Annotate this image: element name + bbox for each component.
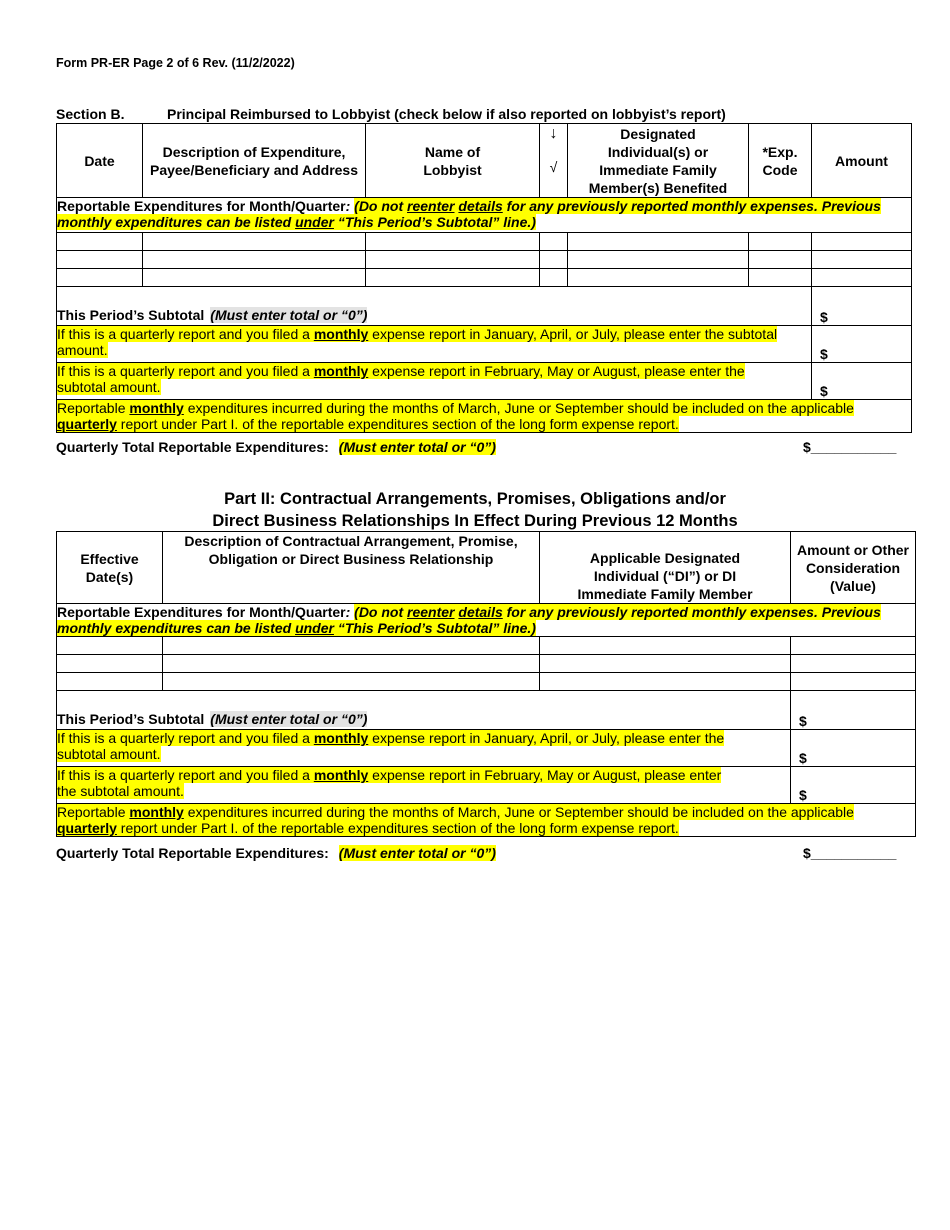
part-ii-total-field[interactable]: $___________	[803, 845, 897, 861]
col-exp-code: *Exp. Code	[749, 124, 812, 198]
section-b-quarterly-total: Quarterly Total Reportable Expenditures: (Must enter total or “0”)	[56, 439, 496, 455]
part-ii-subtotal-amount-field[interactable]: $	[791, 691, 916, 730]
part-ii-table	[56, 531, 916, 837]
section-b-total-field[interactable]: $___________	[803, 439, 897, 455]
part-ii-reportable-note-row: Reportable Expenditures for Month/Quarter: (Do not reenter details for any previously reported monthly expenses. Previous monthly expenditures can be listed under “This Period’s Subtotal” line.)	[57, 604, 916, 637]
part-ii-feb-amount-field[interactable]: $	[791, 767, 916, 804]
col-check	[540, 124, 568, 198]
part-ii-title: Part II: Contractual Arrangements, Promises, Obligations and/or Direct Business Relationships In Effect During Previous 12 Months	[212, 490, 738, 530]
col-amount: Amount	[812, 124, 912, 198]
jan-instruction: If this is a quarterly report and you filed a monthly expense report in January, April, or July, please enter the subtotal amount.	[57, 326, 778, 358]
table-row[interactable]	[57, 655, 916, 673]
table-row[interactable]	[57, 637, 916, 655]
table-row[interactable]	[57, 269, 912, 287]
subtotal-note: (Must enter total or “0”)	[210, 307, 368, 323]
part-ii-reportable-instruction: (Do not reenter details for any previously reported monthly expenses. Previous monthly expenditures can be listed under “This Period’s Subtotal” line.)	[57, 604, 881, 636]
part-ii-header-row	[57, 532, 916, 604]
col-applicable-di: Applicable Designated Individual (“DI”) or DI Immediate Family Member	[540, 532, 791, 604]
part-ii-mar-note-row: Reportable monthly expenditures incurred during the months of March, June or September should be included on the applicable quarterly report under Part I. of the reportable expenditures section of the long form expense report.	[57, 804, 916, 837]
table-row[interactable]	[57, 233, 912, 251]
jan-amount-field[interactable]: $	[812, 326, 912, 363]
col-date: Date	[57, 124, 143, 198]
part-ii-jan-amount-field[interactable]: $	[791, 730, 916, 767]
jan-subtotal-row	[57, 326, 912, 363]
section-b-header-row	[57, 124, 912, 198]
subtotal-row	[57, 287, 912, 326]
table-row[interactable]	[57, 673, 916, 691]
section-b-table	[56, 123, 912, 433]
subtotal-label: This Period’s Subtotal	[57, 307, 205, 323]
reportable-instruction: (Do not reenter details for any previously reported monthly expenses. Previous monthly expenditures can be listed under “This Period’s Subtotal” line.)	[57, 198, 881, 230]
part-ii-subtotal-row: This Period’s Subtotal (Must enter total or “0”) $	[57, 691, 916, 730]
mar-note-row	[57, 400, 912, 433]
table-row[interactable]	[57, 251, 912, 269]
feb-instruction: If this is a quarterly report and you filed a monthly expense report in February, May or August, please enter the subtotal amount.	[57, 363, 745, 395]
section-b-heading: Principal Reimbursed to Lobbyist (check below if also reported on lobbyist’s report)	[167, 106, 726, 122]
col-designated: Designated Individual(s) or Immediate Family Member(s) Benefited	[568, 124, 749, 198]
checkmark-icon: √	[549, 159, 558, 175]
col-effective-dates: Effective Date(s)	[57, 532, 163, 604]
feb-amount-field[interactable]: $	[812, 363, 912, 400]
col-arrangement-description: Description of Contractual Arrangement, Promise, Obligation or Direct Business Relationship	[163, 532, 540, 604]
part-ii-quarterly-total: Quarterly Total Reportable Expenditures: (Must enter total or “0”)	[56, 845, 496, 861]
part-ii-jan-subtotal-row: If this is a quarterly report and you filed a monthly expense report in January, April, or July, please enter the subtotal amount. $	[57, 730, 916, 767]
col-consideration: Amount or Other Consideration (Value)	[791, 532, 916, 604]
section-b-title	[56, 106, 726, 122]
arrow-down-icon: ↓	[549, 125, 558, 142]
reportable-label: Reportable Expenditures for Month/Quarter	[57, 198, 346, 214]
subtotal-amount-field[interactable]: $	[812, 287, 912, 326]
reportable-note-row: Reportable Expenditures for Month/Quarter: (Do not reenter details for any previously reported monthly expenses. Previous monthly expenditures can be listed under “This Period’s Subtotal” line.)	[57, 198, 912, 233]
section-b-label: Section B.	[56, 106, 125, 122]
feb-subtotal-row	[57, 363, 912, 400]
mar-instruction: Reportable monthly expenditures incurred during the months of March, June or September should be included on the applicable quarterly report under Part I. of the reportable expenditures section of the long form expense report.	[57, 400, 854, 432]
part-ii-feb-subtotal-row: If this is a quarterly report and you filed a monthly expense report in February, May or August, please enter the subtotal amount. $	[57, 767, 916, 804]
form-header: Form PR-ER Page 2 of 6 Rev. (11/2/2022)	[56, 56, 295, 70]
col-description: Description of Expenditure, Payee/Beneficiary and Address	[143, 124, 366, 198]
col-lobbyist: Name of Lobbyist	[366, 124, 540, 198]
